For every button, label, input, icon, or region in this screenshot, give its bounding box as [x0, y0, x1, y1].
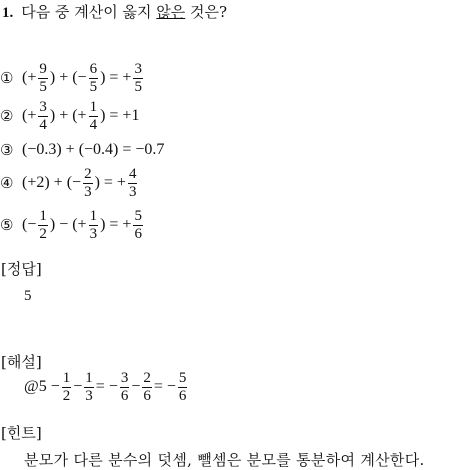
numerator: 1: [85, 369, 93, 386]
option-marker: ①: [0, 69, 14, 87]
fraction: [89, 61, 99, 96]
numerator: 1: [89, 98, 98, 115]
denominator: 2: [39, 225, 47, 242]
denominator: 5: [89, 78, 98, 95]
option-5[interactable]: [0, 203, 145, 247]
numerator: 1: [89, 207, 98, 224]
hint-label: [힌트]: [1, 424, 42, 442]
denominator: 5: [39, 78, 47, 95]
explanation-math: [24, 370, 189, 405]
fraction: [178, 370, 188, 405]
option-marker: ③: [0, 141, 14, 159]
numerator: 2: [84, 165, 92, 182]
fraction: [84, 370, 94, 405]
numerator: 2: [143, 369, 151, 386]
answer-label: [정답]: [1, 260, 42, 278]
expr-part: ) = +: [100, 216, 132, 233]
fraction: [83, 166, 93, 201]
numerator: 5: [134, 207, 142, 224]
numerator: 4: [128, 165, 137, 182]
expr-part: ) + (−: [49, 69, 87, 86]
numerator: 9: [39, 60, 47, 77]
expr-part: @5 −: [24, 378, 60, 395]
expr-part: ) = +: [94, 174, 126, 191]
denominator: 4: [89, 116, 98, 133]
fraction: [89, 208, 99, 243]
fraction: [62, 370, 72, 405]
fraction: [133, 208, 143, 243]
numerator: 6: [89, 60, 98, 77]
hint-text: 분모가 다른 분수의 덧셈, 뺄셈은 분모를 통분하여 계산한다.: [24, 451, 425, 469]
denominator: 5: [134, 78, 142, 95]
fraction: [128, 166, 138, 201]
denominator: 6: [143, 387, 151, 404]
option-expression: [22, 166, 139, 201]
question-text-before: 다음 중 계산이 옳지: [21, 3, 157, 21]
question-text-underlined: 않은: [156, 3, 186, 21]
fraction: [38, 208, 48, 243]
numerator: 5: [178, 369, 187, 386]
option-expression: [22, 61, 145, 96]
question-text-after: 것은?: [185, 3, 228, 21]
numerator: 3: [39, 98, 47, 115]
denominator: 4: [39, 116, 47, 133]
fraction: [142, 370, 152, 405]
question-number: 1.: [2, 5, 14, 21]
option-marker: ②: [0, 107, 14, 125]
answer-value: 5: [24, 288, 32, 304]
expr-part: −: [131, 378, 141, 395]
denominator: 3: [85, 387, 93, 404]
expr-part: (+: [22, 107, 37, 124]
expr-part: ) − (+: [49, 216, 87, 233]
numerator: 3: [120, 369, 129, 386]
option-marker: ④: [0, 174, 14, 192]
numerator: 1: [39, 207, 47, 224]
denominator: 6: [134, 225, 142, 242]
option-4[interactable]: [0, 161, 139, 205]
expr-part: −: [73, 378, 83, 395]
expr-part: = −: [153, 378, 176, 395]
fraction: [38, 61, 48, 96]
numerator: 3: [134, 60, 142, 77]
expr-part: (−0.3) + (−0.4) = −0.7: [22, 141, 165, 158]
explanation-expression: [24, 365, 189, 409]
expr-part: (+2) + (−: [22, 174, 82, 191]
question-stem: [2, 1, 227, 24]
expr-part: ) = +: [100, 69, 132, 86]
denominator: 6: [120, 387, 129, 404]
expr-part: ) + (+: [49, 107, 87, 124]
option-expression: [22, 208, 145, 243]
denominator: 6: [178, 387, 187, 404]
option-expression: [22, 141, 164, 159]
denominator: 2: [62, 387, 71, 404]
denominator: 3: [89, 225, 98, 242]
numerator: 1: [62, 369, 71, 386]
expr-part: (+: [22, 69, 37, 86]
explanation-label: [해설]: [1, 353, 42, 371]
option-marker: ⑤: [0, 216, 14, 234]
expr-part: (−: [22, 216, 37, 233]
denominator: 3: [84, 183, 92, 200]
expr-part: = −: [95, 378, 118, 395]
fraction: [120, 370, 130, 405]
fraction: [133, 61, 143, 96]
denominator: 3: [128, 183, 137, 200]
expr-part: ) = +1: [100, 107, 140, 124]
